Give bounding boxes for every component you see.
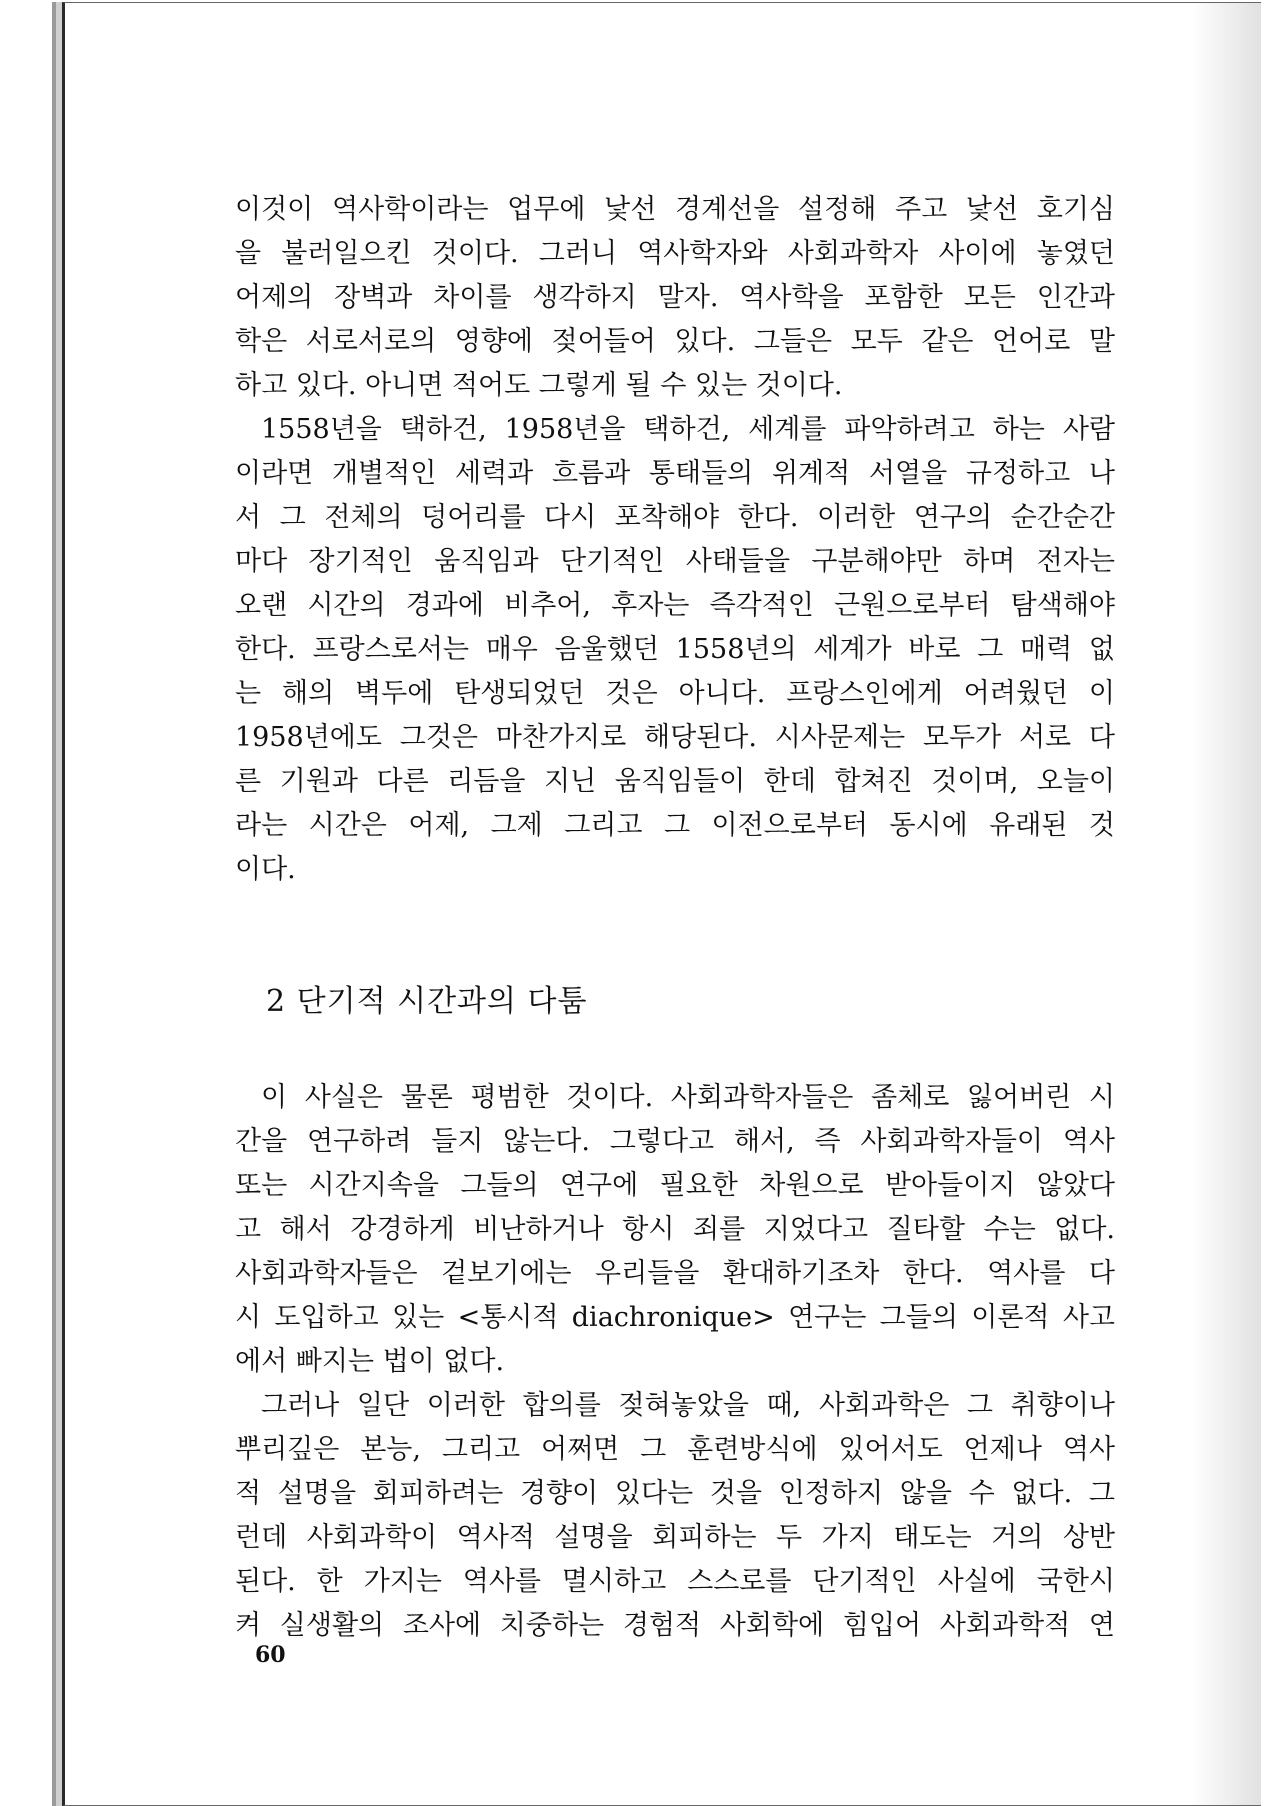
text-line: 사회과학자들은 겉보기에는 우리들을 환대하기조차 한다. 역사를 다 [235, 1258, 1115, 1289]
text-line: 간을 연구하려 들지 않는다. 그렇다고 해서, 즉 사회과학자들이 역사 [235, 1126, 1115, 1157]
text-block-upper [235, 188, 1115, 892]
text-line: 뿌리깊은 본능, 그리고 어쩌면 그 훈련방식에 있어서도 언제나 역사 [235, 1434, 1115, 1465]
text-line: 런데 사회과학이 역사적 설명을 회피하는 두 가지 태도는 거의 상반 [235, 1522, 1115, 1553]
text-line: 서 그 전체의 덩어리를 다시 포착해야 한다. 이러한 연구의 순간순간 [235, 502, 1115, 533]
text-line: 한다. 프랑스로서는 매우 음울했던 1558년의 세계가 바로 그 매력 없 [235, 634, 1115, 665]
text-line: 켜 실생활의 조사에 치중하는 경험적 사회학에 힘입어 사회과학적 연 [235, 1610, 1115, 1641]
text-line: 는 해의 벽두에 탄생되었던 것은 아니다. 프랑스인에게 어려웠던 이 [235, 678, 1115, 709]
text-line: 오랜 시간의 경과에 비추어, 후자는 즉각적인 근원으로부터 탐색해야 [235, 590, 1115, 621]
text-line: 이 사실은 물론 평범한 것이다. 사회과학자들은 좀체로 잃어버린 시 [261, 1082, 1115, 1113]
text-line: 학은 서로서로의 영향에 젖어들어 있다. 그들은 모두 같은 언어로 말 [235, 326, 1115, 357]
text-line: 을 불러일으킨 것이다. 그러니 역사학자와 사회과학자 사이에 놓였던 [235, 238, 1115, 269]
text-line: 른 기원과 다른 리듬을 지닌 움직임들이 한데 합쳐진 것이며, 오늘이 [235, 766, 1115, 797]
text-line: 1958년에도 그것은 마찬가지로 해당된다. 시사문제는 모두가 서로 다 [235, 722, 1115, 753]
text-line: 이다. [235, 854, 296, 885]
book-gutter-edge [52, 8, 60, 1798]
text-line: 시 도입하고 있는 <통시적 diachronique> 연구는 그들의 이론적 사고 [235, 1302, 1115, 1333]
section-heading: 2 단기적 시간과의 다툼 [266, 984, 588, 1019]
text-line: 마다 장기적인 움직임과 단기적인 사태들을 구분해야만 하며 전자는 [235, 546, 1115, 577]
text-line: 그러나 일단 이러한 합의를 젖혀놓았을 때, 사회과학은 그 취향이나 [261, 1390, 1115, 1421]
text-line: 고 해서 강경하게 비난하거나 항시 죄를 지었다고 질타할 수는 없다. [235, 1214, 1115, 1245]
text-line: 이것이 역사학이라는 업무에 낯선 경계선을 설정해 주고 낯선 호기심 [235, 194, 1115, 225]
text-block-lower [235, 1076, 1115, 1648]
page-number: 60 [255, 1642, 286, 1668]
page-shadow [1191, 3, 1261, 1805]
text-line: 된다. 한 가지는 역사를 멸시하고 스스로를 단기적인 사실에 국한시 [235, 1566, 1115, 1597]
text-line: 1558년을 택하건, 1958년을 택하건, 세계를 파악하려고 하는 사람 [261, 414, 1115, 445]
text-line: 라는 시간은 어제, 그제 그리고 그 이전으로부터 동시에 유래된 것 [235, 810, 1115, 841]
text-line: 이라면 개별적인 세력과 흐름과 통태들의 위계적 서열을 규정하고 나 [235, 458, 1115, 489]
text-line: 에서 빠지는 법이 없다. [235, 1346, 505, 1377]
text-line: 어제의 장벽과 차이를 생각하지 말자. 역사학을 포함한 모든 인간과 [235, 282, 1115, 313]
text-line: 적 설명을 회피하려는 경향이 있다는 것을 인정하지 않을 수 없다. 그 [235, 1478, 1115, 1509]
text-line: 또는 시간지속을 그들의 연구에 필요한 차원으로 받아들이지 않았다 [235, 1170, 1115, 1201]
text-line: 하고 있다. 아니면 적어도 그렇게 될 수 있는 것이다. [235, 370, 843, 401]
